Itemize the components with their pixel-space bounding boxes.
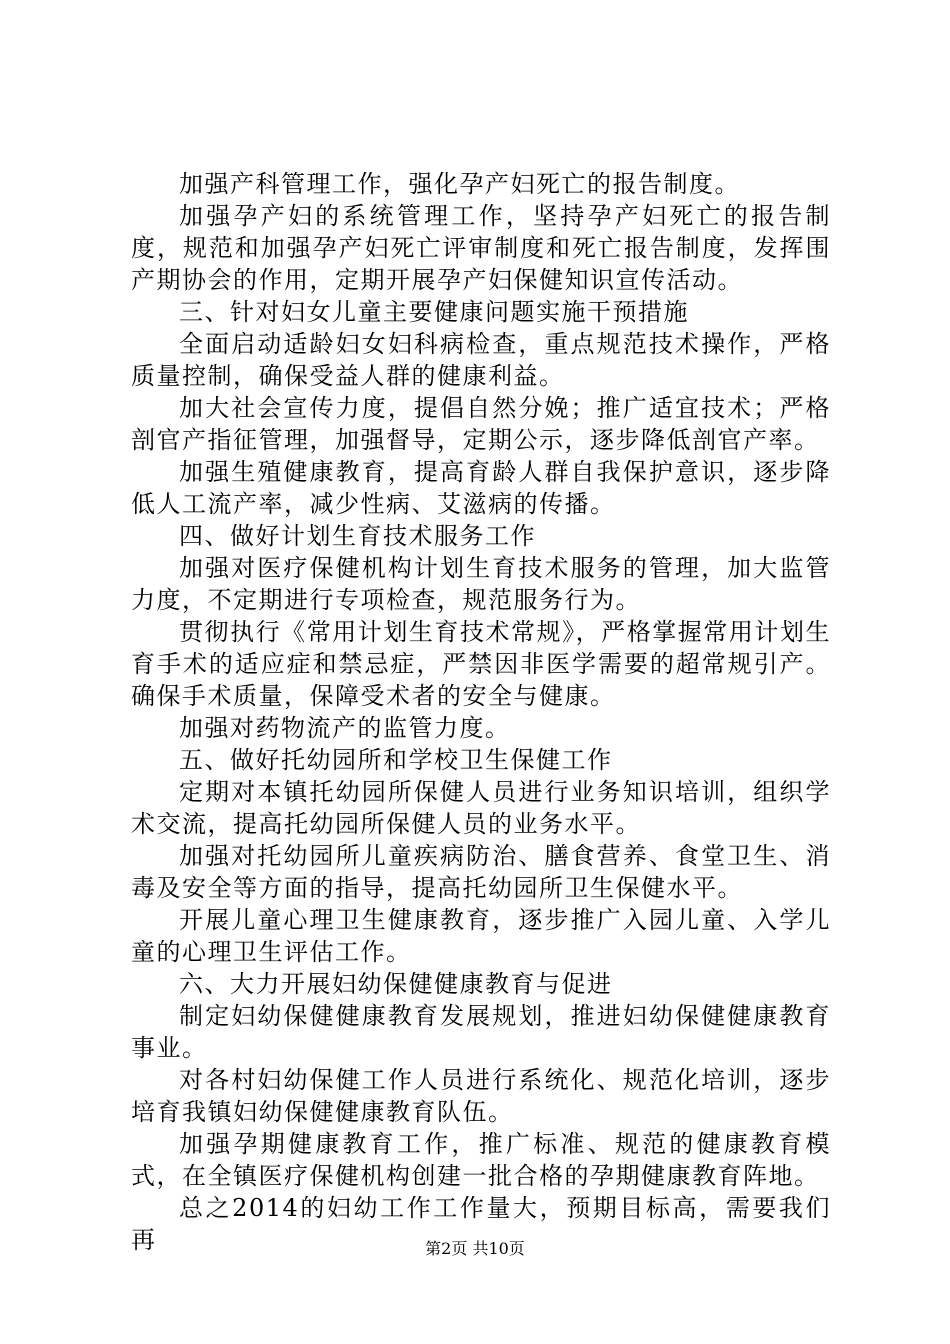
paragraph: 加强对药物流产的监管力度。 [179,714,511,742]
paragraph: 制定妇幼保健健康教育发展规划，推进妇幼保健健康教育事业。 [131,1002,831,1062]
paragraph: 加强生殖健康教育，提高育龄人群自我保护意识，逐步降低人工流产率，减少性病、艾滋病的传播。 [131,458,831,518]
paragraph: 贯彻执行《常用计划生育技术常规》，严格掌握常用计划生育手术的适应症和禁忌症，严禁因非医学需要的超常规引产。确保手术质量，保障受术者的安全与健康。 [131,618,831,710]
paragraph: 加大社会宣传力度，提倡自然分娩；推广适宜技术；严格剖官产指征管理，加强督导，定期公示，逐步降低剖官产率。 [131,394,831,454]
page-number-footer: 第2页 共10页 [425,1239,525,1258]
paragraph: 对各村妇幼保健工作人员进行系统化、规范化培训，逐步培育我镇妇幼保健健康教育队伍。 [131,1066,831,1126]
paragraph: 全面启动适龄妇女妇科病检查，重点规范技术操作，严格质量控制，确保受益人群的健康利益。 [131,330,831,390]
paragraph: 加强孕期健康教育工作，推广标准、规范的健康教育模式，在全镇医疗保健机构创建一批合格的孕期健康教育阵地。 [131,1130,831,1190]
document-body [131,168,831,1256]
paragraph: 加强孕产妇的系统管理工作，坚持孕产妇死亡的报告制度，规范和加强孕产妇死亡评审制度和死亡报告制度，发挥围产期协会的作用，定期开展孕产妇保健知识宣传活动。 [131,202,831,294]
paragraph: 加强对医疗保健机构计划生育技术服务的管理，加大监管力度，不定期进行专项检查，规范服务行为。 [131,554,831,614]
section-heading: 六、大力开展妇幼保健健康教育与促进 [179,970,613,998]
paragraph: 加强对托幼园所儿童疾病防治、膳食营养、食堂卫生、消毒及安全等方面的指导，提高托幼园所卫生保健水平。 [131,842,831,902]
section-heading: 五、做好托幼园所和学校卫生保健工作 [179,746,613,774]
paragraph: 开展儿童心理卫生健康教育，逐步推广入园儿童、入学儿童的心理卫生评估工作。 [131,906,831,966]
paragraph: 加强产科管理工作，强化孕产妇死亡的报告制度。 [179,170,740,198]
paragraph: 总之2014的妇幼工作工作量大，预期目标高，需要我们再 [131,1194,831,1254]
paragraph: 定期对本镇托幼园所保健人员进行业务知识培训，组织学术交流，提高托幼园所保健人员的业务水平。 [131,778,831,838]
section-heading: 三、针对妇女儿童主要健康问题实施干预措施 [179,298,689,326]
section-heading: 四、做好计划生育技术服务工作 [179,522,536,550]
